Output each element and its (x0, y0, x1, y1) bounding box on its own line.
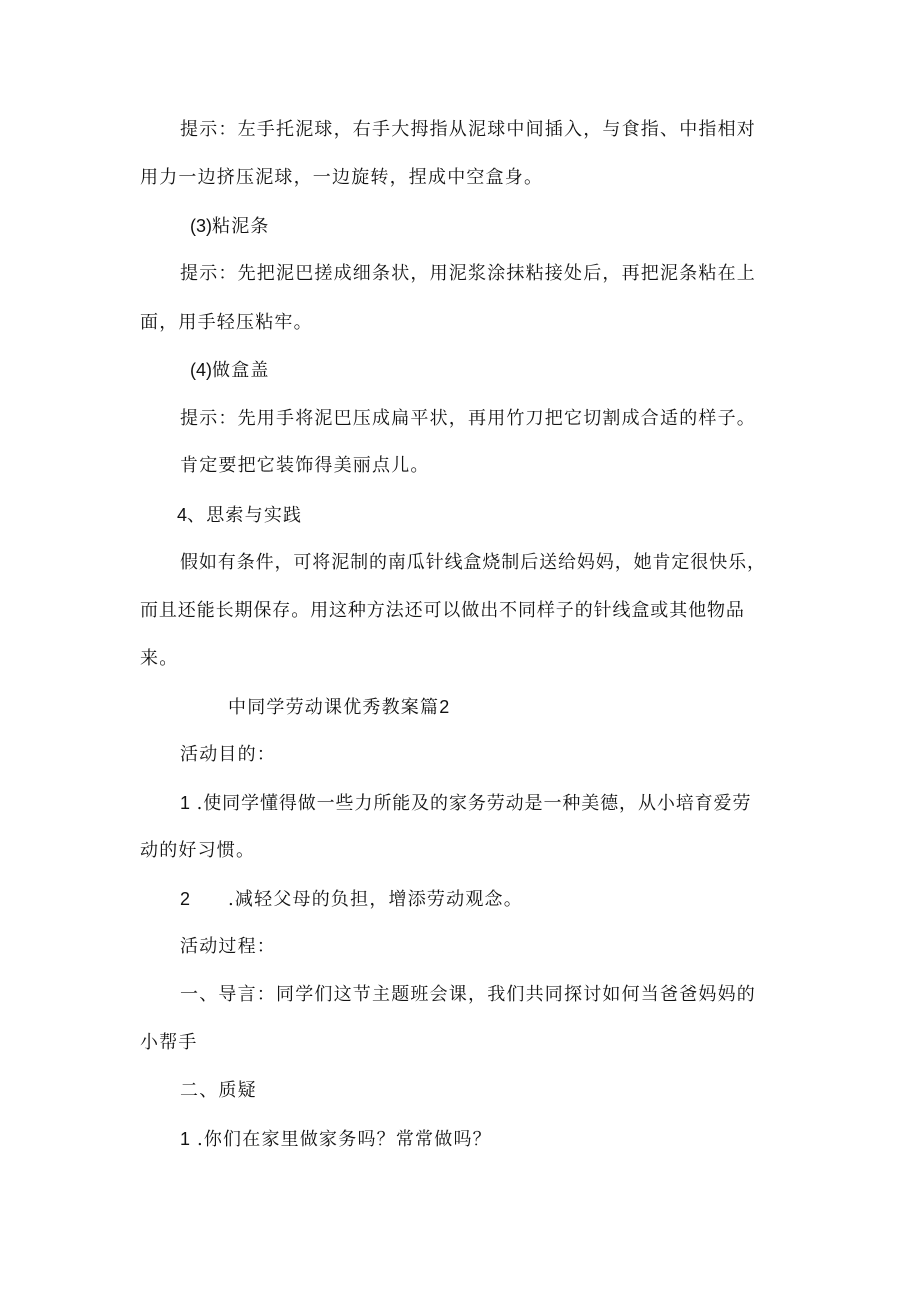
question-heading: 二、质疑 (180, 1080, 257, 1101)
paragraph-practice-line-2: 而且还能长期保存。用这种方法还可以做出不同样子的针线盒或其他物品 (140, 600, 745, 621)
paragraph-practice-line-1: 假如有条件，可将泥制的南瓜针线盒烧制后送给妈妈，她肯定很快乐， (180, 552, 766, 573)
goal-1-text: .使同学懂得做一些力所能及的家务劳动是一种美德，从小培育爱劳 (196, 793, 752, 814)
goal-1-line-2: 动的好习惯。 (140, 840, 256, 861)
paragraph-hint-3-line-1: 提示：先用手将泥巴压成扁平状，再用竹刀把它切割成合适的样子。 (180, 408, 756, 429)
paragraph-hint-1-line-1: 提示：左手托泥球，右手大拇指从泥球中间插入，与食指、中指相对 (180, 119, 756, 140)
process-heading: 活动过程： (180, 936, 276, 957)
goal-2-number: 2 (180, 889, 191, 909)
step-3-number: (3) (190, 216, 212, 236)
section-4-number: 4 (177, 505, 188, 525)
paragraph-practice-line-3: 来。 (140, 648, 179, 669)
step-4-label: 做盒盖 (212, 360, 270, 381)
step-3-label: 粘泥条 (212, 216, 270, 237)
section-title (228, 695, 449, 720)
goal-1-number: 1 (180, 793, 191, 813)
goal-2 (180, 887, 523, 912)
intro-line-2: 小帮手 (140, 1032, 198, 1053)
paragraph-hint-1-line-2: 用力一边挤压泥球，一边旋转，捏成中空盒身。 (140, 167, 544, 188)
paragraph-hint-2-line-1: 提示：先把泥巴搓成细条状，用泥浆涂抹粘接处后，再把泥条粘在上 (180, 263, 756, 284)
paragraph-hint-2-line-2: 面，用手轻压粘牢。 (140, 312, 313, 333)
goal-2-text: .减轻父母的负担，增添劳动观念。 (228, 889, 523, 910)
step-4-heading (190, 358, 270, 383)
section-4-label: 、思索与实践 (187, 505, 303, 526)
question-1-number: 1 (180, 1129, 191, 1149)
goal-1-line-1 (180, 791, 751, 816)
question-1 (180, 1127, 492, 1152)
paragraph-hint-3-line-2: 肯定要把它装饰得美丽点儿。 (180, 455, 430, 476)
question-1-text: .你们在家里做家务吗？常常做吗？ (196, 1129, 492, 1150)
section-4-heading (177, 503, 302, 528)
section-title-text: 中同学劳动课优秀教案篇 (228, 697, 440, 718)
step-4-number: (4) (190, 360, 212, 380)
section-title-number: 2 (439, 697, 450, 717)
intro-line-1: 一、导言：同学们这节主题班会课，我们共同探讨如何当爸爸妈妈的 (180, 984, 756, 1005)
goal-heading: 活动目的： (180, 744, 276, 765)
step-3-heading (190, 214, 270, 239)
